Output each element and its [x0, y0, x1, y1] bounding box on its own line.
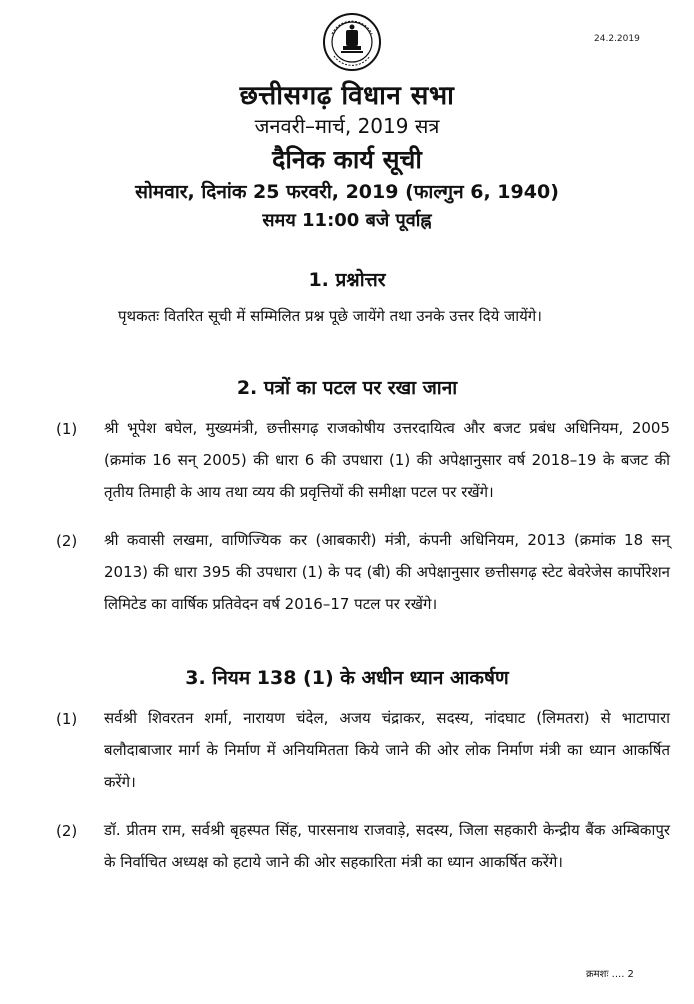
- item-number: (2): [56, 532, 78, 550]
- session-line: जनवरी–मार्च, 2019 सत्र: [254, 114, 440, 138]
- item-text: डॉ. प्रीतम राम, सर्वश्री बृहस्पत सिंह, पारसनाथ राजवाड़े, सदस्य, जिला सहकारी केन्द्रीय बैंक अम्बिकापुर के निर्वाचित अध्यक्ष को हटाये जाने की ओर सहकारिता मंत्री का ध्यान आकर्षित करेंगे।: [104, 821, 670, 871]
- item-number: (2): [56, 822, 78, 840]
- time-line: समय 11:00 बजे पूर्वाह्न: [262, 210, 432, 231]
- item-text: श्री भूपेश बघेल, मुख्यमंत्री, छत्तीसगढ़ राजकोषीय उत्तरदायित्व और बजट प्रबंध अधिनियम, 2005 (क्रमांक 16 सन् 2005) की धारा 6 की उपधारा (1) की अपेक्षानुसार वर्ष 2018–19 के बजट की तृतीय तिमाही के आय तथा व्यय की प्रवृत्तियों की समीक्षा पटल पर रखेंगे।: [104, 419, 670, 501]
- item-text: सर्वश्री शिवरतन शर्मा, नारायण चंदेल, अजय चंद्राकर, सदस्य, नांदघाट (लिमतरा) से भाटापारा बलौदाबाजार मार्ग के निर्माण में अनियमितता किये जाने की ओर लोक निर्माण मंत्री का ध्यान आकर्षित करेंगे।: [104, 709, 670, 791]
- item-text: श्री कवासी लखमा, वाणिज्यिक कर (आबकारी) मंत्री, कंपनी अधिनियम, 2013 (क्रमांक 18 सन् 2013) की धारा 395 की उपधारा (1) के पद (बी) की अपेक्षानुसार छत्तीसगढ़ स्टेट बेवरेजेस कार्पोरेशन लिमिटेड का वार्षिक प्रतिवेदन वर्ष 2016–17 पटल पर रखेंगे।: [104, 531, 670, 613]
- date-stamp: 24.2.2019: [594, 34, 640, 44]
- section-heading-questions: 1. प्रश्नोत्तर: [308, 269, 386, 291]
- assembly-title: छत्तीसगढ़ विधान सभा: [239, 81, 455, 111]
- item-number: (1): [56, 420, 78, 438]
- section-heading-papers: 2. पत्रों का पटल पर रखा जाना: [236, 377, 458, 399]
- vidhan-sabha-seal-icon: [322, 12, 382, 72]
- continued-note: क्रमशः .... 2: [586, 969, 634, 980]
- questions-text: पृथकतः वितरित सूची में सम्मिलित प्रश्न पूछे जायेंगे तथा उनके उत्तर दिये जायेंगे।: [118, 307, 542, 325]
- item-number: (1): [56, 710, 78, 728]
- document-title: दैनिक कार्य सूची: [272, 145, 422, 174]
- date-line: सोमवार, दिनांक 25 फरवरी, 2019 (फाल्गुन 6, 1940): [135, 181, 559, 203]
- section-heading-calling-attention: 3. नियम 138 (1) के अधीन ध्यान आकर्षण: [185, 667, 509, 689]
